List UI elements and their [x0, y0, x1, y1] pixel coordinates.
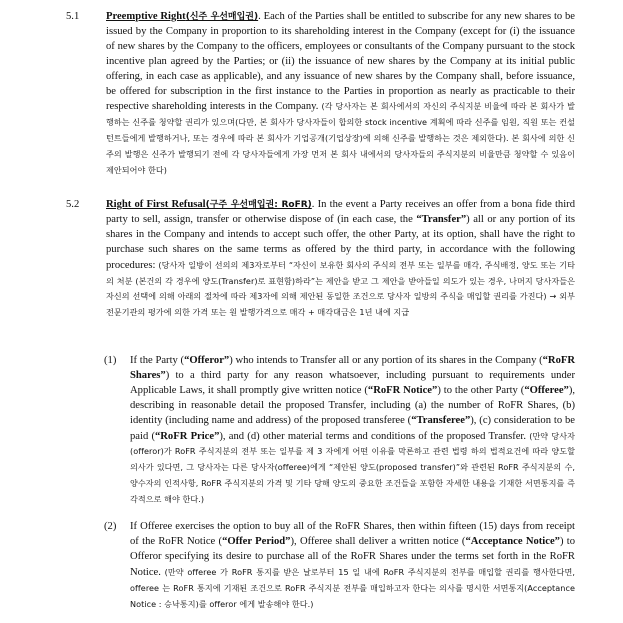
section-text: ) all or any portion of its shares in the Company and intends to accept such offer, the other Party, at its option, shall have the right to purchase such shares on the same terms as offered by the third party, in accordance with the following procedures:	[106, 213, 575, 271]
clause-text: ), describing in reasonable detail the proposed Transfer, including (a) the number of RoFR Shares, (b) identity (including name and address) of the proposed transferee (	[130, 384, 576, 426]
clause-text-korean: (만약 당사자(offeror)가 RoFR 주식지분의 전부 또는 일부를 제 3 자에게 어떤 이유를 막론하고 관련 법령 하의 법적요건에 따라 양도할 의사가 있다면, 그 당사자는 다른 당사자(offeree)에게 “제안된 양도(proposed transfer)”와 관련된 RoFR 주식지분의 수, 양수자의 인적사항, RoFR 주식지분의 가격 및 기타 당해 양도의 중요한 조건들을 포함한 자세한 내용을 기재한 서면통지를 즉각적으로 해야 한다.)	[130, 430, 575, 505]
section-title-korean: (구주 우선매입권: RoFR)	[205, 200, 312, 210]
clause-number: (2)	[104, 521, 117, 532]
section-body	[106, 198, 575, 321]
defined-term: “Offeror”	[184, 355, 230, 366]
clause-text: ) to the other Party (	[437, 384, 525, 396]
clause-text: ), Offeree shall deliver a written notice (	[290, 535, 466, 547]
section-5-2	[66, 198, 575, 321]
section-title: Right of First Refusal	[106, 199, 206, 210]
clause-body	[130, 520, 575, 612]
section-5-1	[66, 10, 575, 179]
section-title-korean: (신주 우선매입권)	[185, 12, 259, 22]
defined-term: “RoFR Notice”	[367, 384, 438, 396]
section-title: Preemptive Right	[106, 11, 186, 22]
clause-number: (1)	[104, 355, 117, 366]
defined-term: “Acceptance Notice”	[465, 535, 560, 547]
title-period: .	[258, 11, 261, 22]
section-body	[106, 10, 575, 179]
clause-text: ) to Offeror specifying its desire to purchase all of the RoFR Shares under the terms set forth in the RoFR Notice.	[130, 535, 576, 578]
clause-1	[104, 354, 575, 508]
clause-text: ), and (d) other material terms and conditions of the proposed Transfer.	[219, 430, 530, 442]
clause-text: If Offeree exercises the option to buy all of the RoFR Shares, then within fifteen (15) days from receipt of the RoFR Notice (	[130, 521, 575, 547]
clause-text-korean: (만약 offeree 가 RoFR 통지를 받은 날로부터 15 일 내에 RoFR 주식지분의 전부를 매입할 권리를 행사한다면, offeree 는 RoFR 통지에 기재된 조건으로 RoFR 주식지분 전부를 매입하고자 한다는 의사를 명시한 서면통지(Acceptance Notice : 승낙통지)를 offeror 에게 발송해야 한다.)	[130, 566, 575, 609]
defined-term: “Offer Period”	[222, 535, 291, 547]
section-text-korean: (당사자 일방이 선의의 제3자로부터 “자신이 보유한 회사의 주식의 전부 또는 일부를 매각, 주식배정, 양도 또는 기타의 처분 (본건의 각 경우에 양도(Transfer)로 표현함)하라”는 제안을 받고 그 제안을 받아들일 의도가 있는 경우, 나머지 당사자들은 자신의 선택에 의해 아래의 절차에 따라 제3자에 의해 제안된 동일한 조건으로 당사자 일방의 주식을 매입할 권리를 가진다) → 외부전문기관의 평가에 의한 가격 또는 원 발행가격으로 매각 + 매각대금은 1년 내에 지급	[106, 259, 575, 318]
section-number: 5.2	[66, 199, 80, 210]
section-text: Each of the Parties shall be entitled to subscribe for any new shares to be issued by the Company in proportion to its shareholding interest in the Company (except for (i) the issuance of new shares by the Company to the officers, employees or consultants of the Company pursuant to the stock incentive plan agreed by the Parties; or (ii) the issuance of new shares by the Company at its initial public offering, in each case as applicable), and any issuance of new shares by the Company shall, before issuance, be offered for subscription in the first instance to the Parties in proportion as nearly as practicable to their respective shareholding interests in the Company.	[106, 11, 576, 113]
defined-term: “Transferee”	[411, 414, 471, 426]
section-number: 5.1	[66, 11, 80, 22]
title-period: .	[311, 199, 315, 210]
section-text-korean: (각 당사자는 본 회사에서의 자신의 주식지분 비율에 따라 본 회사가 발행하는 신주를 청약할 권리가 있으며(다만, 본 회사가 당사자들이 합의한 stock incentive 계획에 따라 신주를 임원, 직원 또는 컨설턴트들에게 발행하거나, 또는 경우에 따라 본 회사가 기업공개(기업상장)에 의해 신주를 발행하는 것은 제외한다). 본 회사에 의한 신주의 발행은 신주가 발행되기 전에 각 당사자들에게 가장 먼저 본 회사 내에서의 당사자들의 주식지분의 비율만큼 청약할 수 있음이 제안되어야 한다)	[106, 101, 575, 176]
defined-term: “RoFR Price”	[154, 430, 220, 442]
clause-text: If the Party (	[130, 355, 185, 366]
clause-text: ) to a third party for any reason whatsoever, including pursuant to requirements under Applicable Laws, it shall promptly give written notice (	[130, 369, 575, 396]
clause-text: ), (c) consideration to be paid (	[130, 414, 575, 442]
section-text: In the event a Party receives an offer from a bona fide third party to sell, assign, transfer or otherwise dispose of (in each case, the	[106, 199, 575, 225]
clause-text: ) who intends to Transfer all or any portion of its shares in the Company (	[229, 355, 543, 366]
defined-term: “Offeree”	[524, 384, 569, 396]
clause-body	[130, 354, 575, 508]
defined-term: “Transfer”	[416, 213, 467, 225]
defined-term: “RoFR Shares”	[130, 355, 575, 381]
clause-2	[104, 520, 575, 612]
